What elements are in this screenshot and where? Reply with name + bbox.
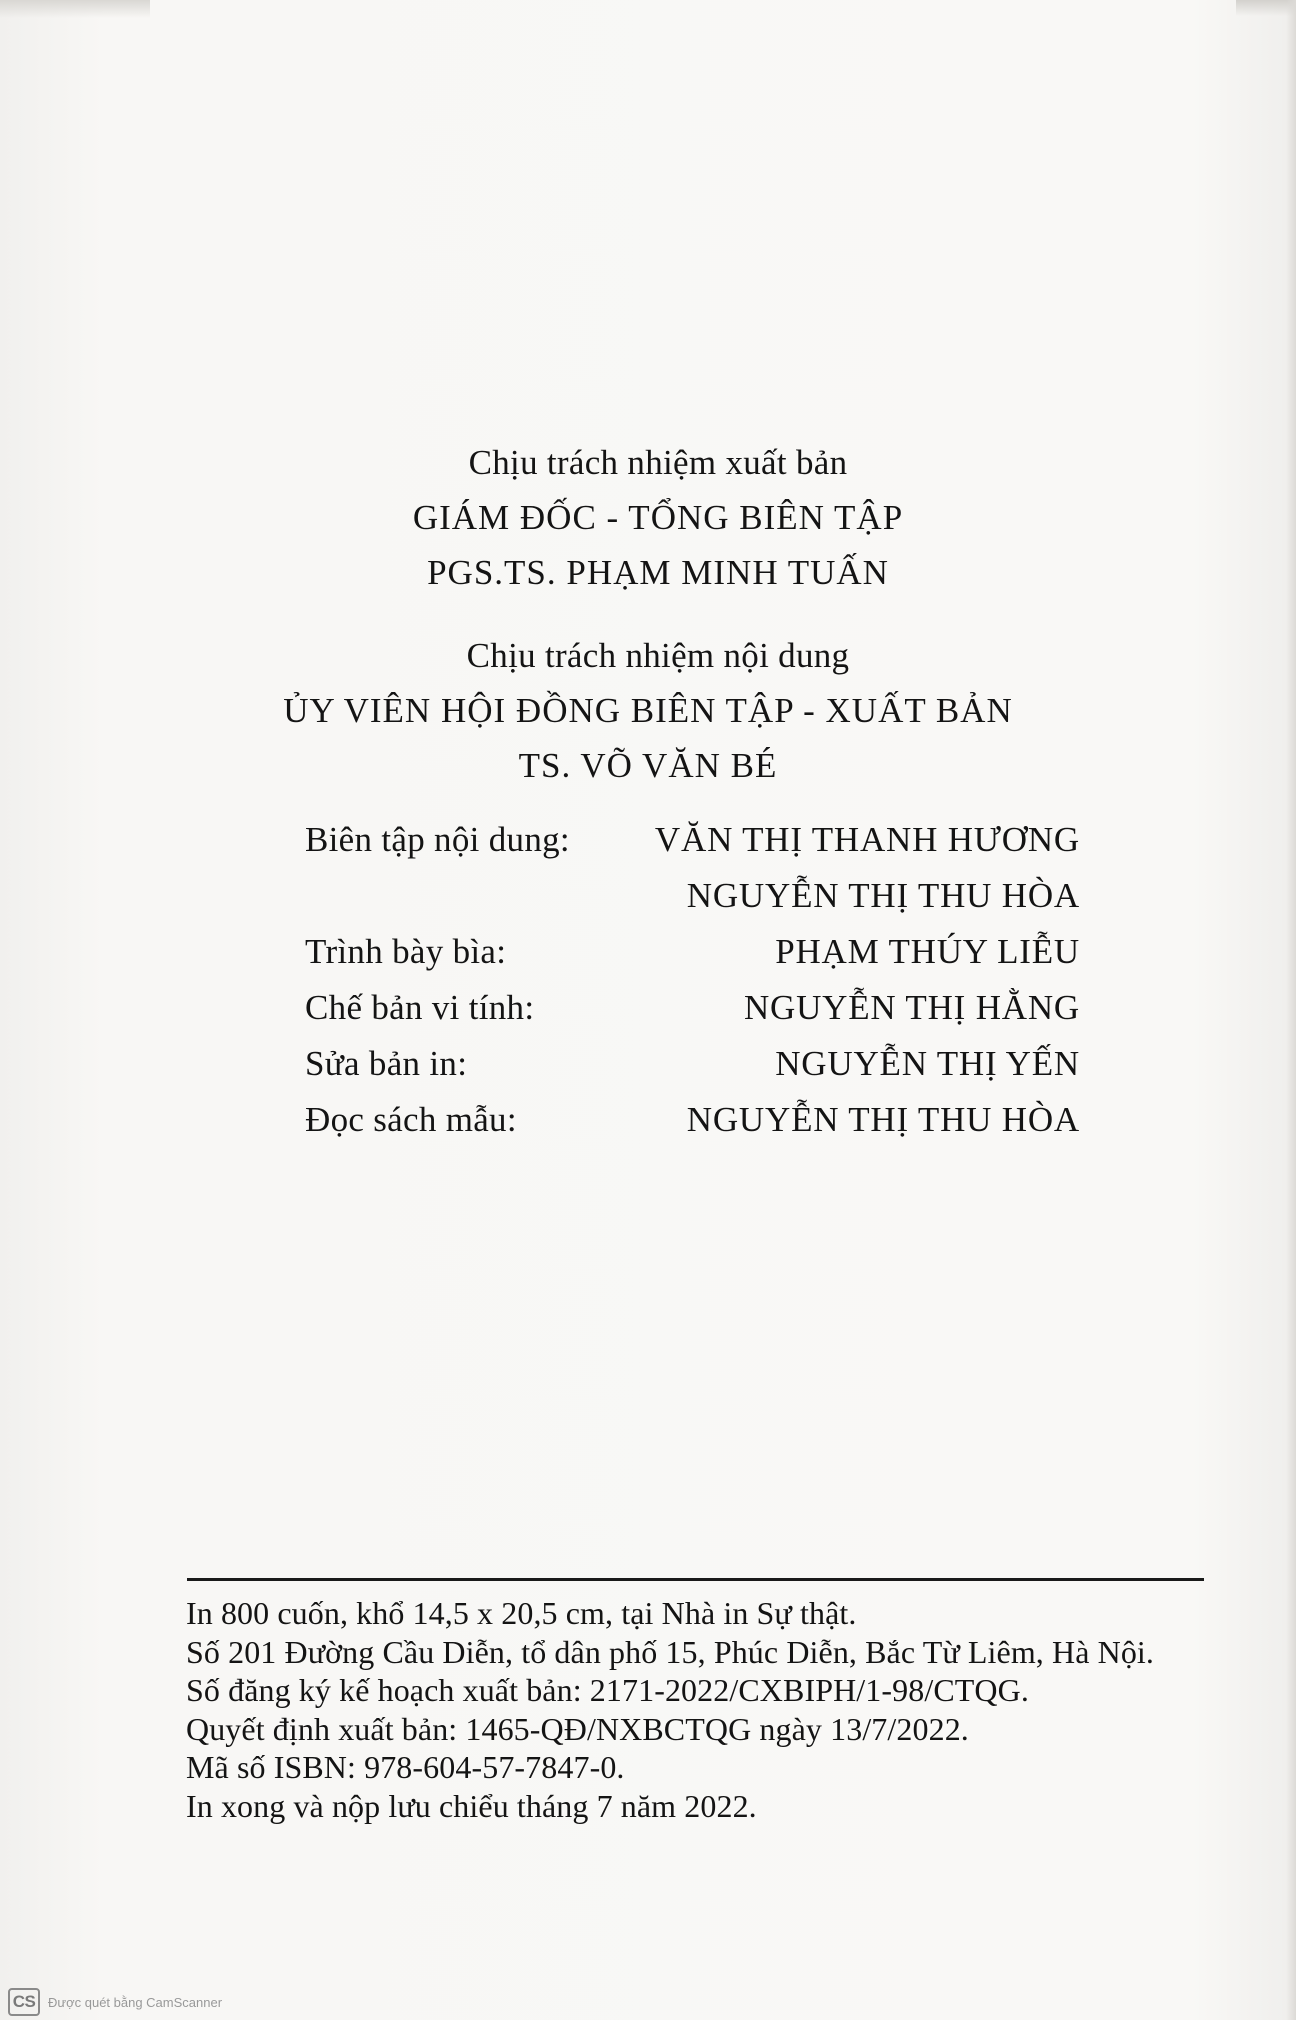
camscanner-logo-icon: CS bbox=[8, 1988, 40, 2016]
credit-label: Sửa bản in: bbox=[305, 1044, 468, 1083]
imprint-line: Số đăng ký kế hoạch xuất bản: 2171-2022/CXBIPH/1-98/CTQG. bbox=[186, 1672, 1029, 1708]
scan-shadow-right-edge bbox=[1286, 0, 1296, 2020]
publishing-director-name: PGS.TS. PHẠM MINH TUẤN bbox=[427, 553, 889, 592]
imprint-line: In xong và nộp lưu chiểu tháng 7 năm 2022. bbox=[186, 1787, 757, 1824]
imprint-divider bbox=[187, 1578, 1204, 1581]
camscanner-text: Được quét bằng CamScanner bbox=[48, 1994, 223, 2010]
imprint-block bbox=[186, 1594, 1266, 1825]
imprint-line: In 800 cuốn, khổ 14,5 x 20,5 cm, tại Nhà in Sự thật. bbox=[186, 1595, 857, 1631]
credit-row bbox=[305, 1092, 1080, 1148]
credit-value: NGUYỄN THỊ HẰNG bbox=[743, 988, 1080, 1027]
credit-row bbox=[305, 924, 1080, 980]
publishing-responsibility-heading: Chịu trách nhiệm xuất bản bbox=[468, 443, 848, 482]
content-responsibility-heading: Chịu trách nhiệm nội dung bbox=[466, 636, 850, 675]
credit-row bbox=[305, 980, 1080, 1036]
credit-label: Biên tập nội dung: bbox=[305, 820, 570, 859]
credit-label: Đọc sách mẫu: bbox=[305, 1100, 517, 1139]
credit-value: VĂN THỊ THANH HƯƠNG bbox=[654, 820, 1080, 859]
credit-row bbox=[305, 868, 1080, 924]
publishing-responsibility-block bbox=[0, 435, 1296, 600]
credit-row bbox=[305, 812, 1080, 868]
publishing-director-role: GIÁM ĐỐC - TỔNG BIÊN TẬP bbox=[412, 498, 904, 537]
content-responsibility-block bbox=[0, 628, 1296, 793]
camscanner-watermark bbox=[8, 1988, 222, 2016]
editorial-credits bbox=[305, 812, 1080, 1148]
imprint-line: Số 201 Đường Cầu Diễn, tổ dân phố 15, Phúc Diễn, Bắc Từ Liêm, Hà Nội. bbox=[186, 1633, 1155, 1670]
content-responsibility-name: TS. VÕ VĂN BÉ bbox=[518, 746, 778, 785]
scan-shadow-top-left bbox=[0, 0, 150, 18]
imprint-line: Quyết định xuất bản: 1465-QĐ/NXBCTQG ngày 13/7/2022. bbox=[186, 1710, 969, 1747]
content-responsibility-role: ỦY VIÊN HỘI ĐỒNG BIÊN TẬP - XUẤT BẢN bbox=[283, 691, 1013, 730]
credit-label: Trình bày bìa: bbox=[305, 932, 507, 971]
credit-value: NGUYỄN THỊ THU HÒA bbox=[686, 1100, 1080, 1139]
credit-value: NGUYỄN THỊ YẾN bbox=[775, 1044, 1080, 1083]
imprint-line: Mã số ISBN: 978-604-57-7847-0. bbox=[186, 1749, 625, 1785]
credit-value: NGUYỄN THỊ THU HÒA bbox=[686, 876, 1080, 915]
credit-row bbox=[305, 1036, 1080, 1092]
credit-label: Chế bản vi tính: bbox=[305, 988, 535, 1027]
credit-value: PHẠM THÚY LIỄU bbox=[775, 932, 1080, 971]
